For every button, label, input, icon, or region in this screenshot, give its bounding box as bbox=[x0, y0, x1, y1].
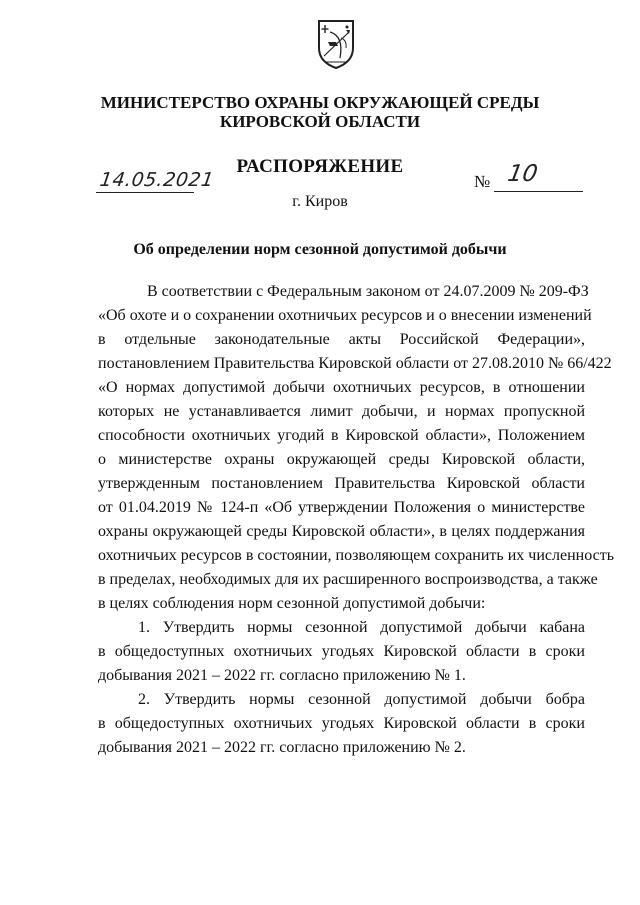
body-line: добывания 2021 – 2022 гг. согласно приложению № 2. bbox=[98, 739, 466, 756]
body-line: в общедоступных охотничьих угодьях Кировской области в сроки bbox=[98, 715, 585, 732]
document-type: РАСПОРЯЖЕНИЕ bbox=[236, 156, 404, 177]
body-line: 2. Утвердить нормы сезонной допустимой добычи бобра bbox=[138, 691, 585, 708]
city: г. Киров bbox=[292, 193, 348, 210]
document-subject: Об определении норм сезонной допустимой добычи bbox=[133, 241, 507, 258]
body-line: постановлением Правительства Кировской области от 27.08.2010 № 66/422 bbox=[98, 355, 612, 372]
body-line: охотничьих ресурсов в состоянии, позволяющем сохранить их численность bbox=[98, 547, 614, 564]
body-line: в целях соблюдения норм сезонной допустимой добычи: bbox=[98, 595, 486, 612]
org-name-line1: МИНИСТЕРСТВО ОХРАНЫ ОКРУЖАЮЩЕЙ СРЕДЫ bbox=[100, 93, 540, 112]
number-label: № bbox=[474, 172, 491, 191]
body-line: 1. Утвердить нормы сезонной допустимой добычи кабана bbox=[138, 619, 585, 636]
body-line: в пределах, необходимых для их расширенного воспроизводства, а также bbox=[98, 571, 598, 588]
body-line: от 01.04.2019 № 124-п «Об утверждении Положения о министерстве bbox=[98, 499, 585, 516]
body-line: способности охотничьих угодий в Кировской области», Положением bbox=[98, 427, 585, 444]
coat-of-arms-icon bbox=[316, 18, 356, 70]
number-underline bbox=[494, 191, 583, 192]
body-line: которых не устанавливается лимит добычи, и нормах пропускной bbox=[98, 403, 585, 420]
body-line: В соответствии с Федеральным законом от 24.07.2009 № 209-ФЗ bbox=[147, 283, 589, 300]
body-line: охраны окружающей среды Кировской области», в целях поддержания bbox=[98, 523, 585, 540]
document-date: 14.05.2021 bbox=[98, 169, 216, 191]
body-line: добывания 2021 – 2022 гг. согласно приложению № 1. bbox=[98, 667, 466, 684]
document-number: 10 bbox=[505, 161, 540, 187]
body-line: утвержденным постановлением Правительства Кировской области bbox=[98, 475, 585, 492]
org-name-line2: КИРОВСКОЙ ОБЛАСТИ bbox=[219, 112, 421, 131]
body-line: в отдельные законодательные акты Российской Федерации», bbox=[98, 331, 585, 348]
body-line: о министерстве охраны окружающей среды Кировской области, bbox=[98, 451, 585, 468]
body-line: «Об охоте и о сохранении охотничьих ресурсов и о внесении изменений bbox=[98, 307, 592, 324]
body-line: в общедоступных охотничьих угодьях Кировской области в сроки bbox=[98, 643, 585, 660]
body-line: «О нормах допустимой добычи охотничьих ресурсов, в отношении bbox=[98, 379, 585, 396]
